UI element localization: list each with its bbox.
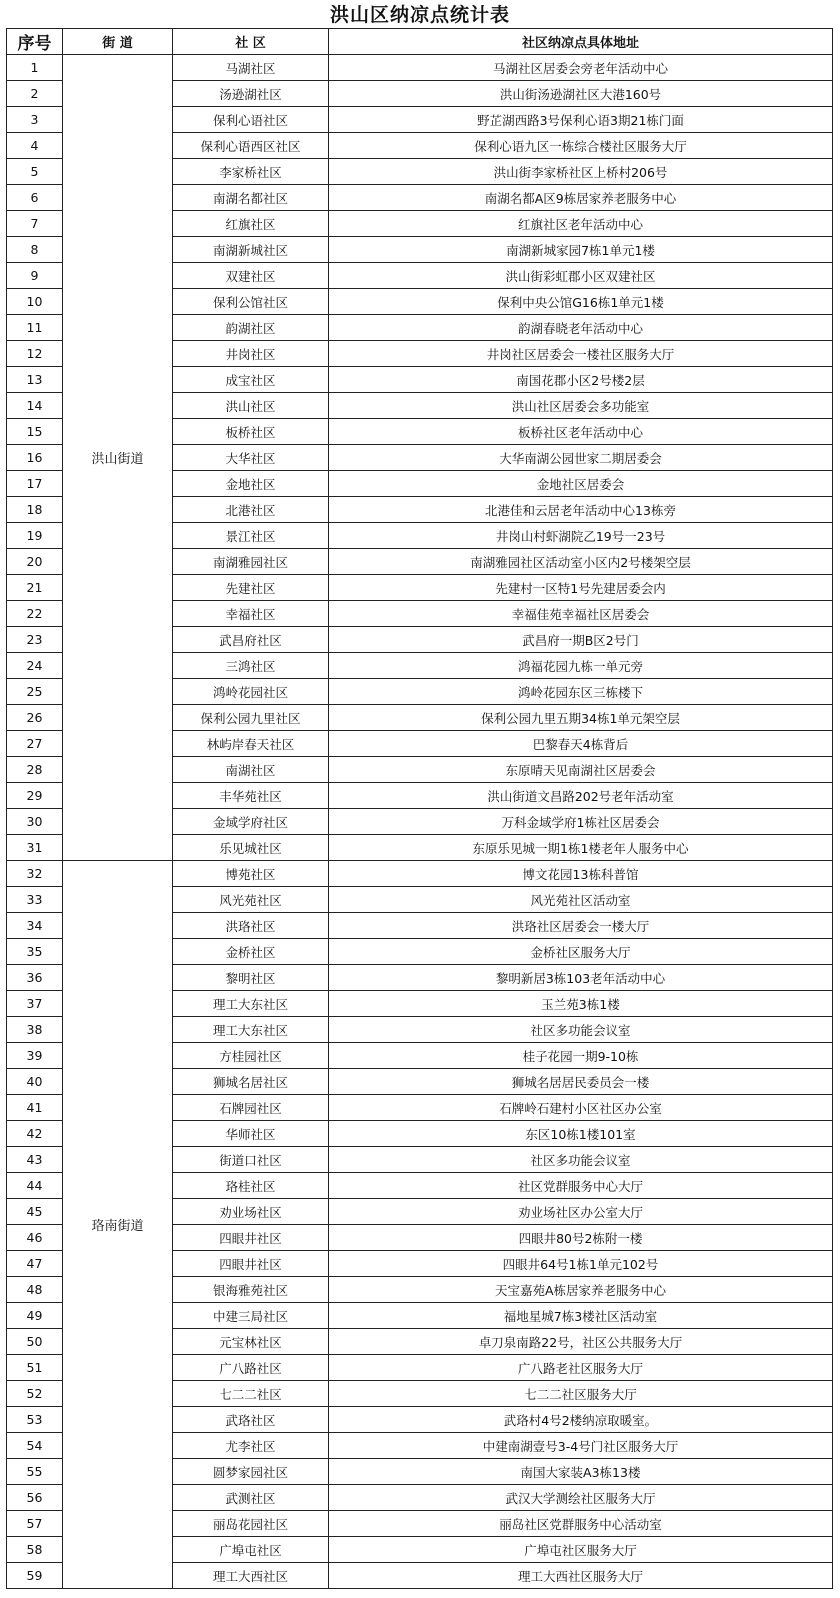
row-address: 金地社区居委会 [329,471,833,497]
row-address: 东原乐见城一期1栋1楼老年人服务中心 [329,835,833,861]
row-community: 珞桂社区 [173,1173,329,1199]
row-seq: 49 [7,1303,63,1329]
row-address: 南湖新城家园7栋1单元1楼 [329,237,833,263]
row-seq: 28 [7,757,63,783]
table-body [7,55,833,1589]
row-community: 尤李社区 [173,1433,329,1459]
row-seq: 57 [7,1511,63,1537]
row-community: 北港社区 [173,497,329,523]
row-seq: 17 [7,471,63,497]
row-address: 中建南湖壹号3-4号门社区服务大厅 [329,1433,833,1459]
row-seq: 36 [7,965,63,991]
row-seq: 8 [7,237,63,263]
row-community: 博苑社区 [173,861,329,887]
row-seq: 48 [7,1277,63,1303]
row-address: 卓刀泉南路22号，社区公共服务大厅 [329,1329,833,1355]
row-seq: 38 [7,1017,63,1043]
row-seq: 18 [7,497,63,523]
row-seq: 22 [7,601,63,627]
row-seq: 1 [7,55,63,81]
row-community: 汤逊湖社区 [173,81,329,107]
row-seq: 41 [7,1095,63,1121]
row-seq: 7 [7,211,63,237]
row-address: 武珞村4号2楼纳凉取暖室。 [329,1407,833,1433]
row-address: 鸿岭花园东区三栋楼下 [329,679,833,705]
row-community: 南湖新城社区 [173,237,329,263]
row-address: 天宝嘉苑A栋居家养老服务中心 [329,1277,833,1303]
row-community: 保利心语社区 [173,107,329,133]
row-seq: 35 [7,939,63,965]
row-seq: 12 [7,341,63,367]
row-community: 风光苑社区 [173,887,329,913]
table-row [7,861,833,887]
row-community: 乐见城社区 [173,835,329,861]
row-address: 南湖名都A区9栋居家养老服务中心 [329,185,833,211]
row-community: 南湖雅园社区 [173,549,329,575]
row-address: 幸福佳苑幸福社区居委会 [329,601,833,627]
row-community: 圆梦家园社区 [173,1459,329,1485]
row-seq: 30 [7,809,63,835]
row-address: 石牌岭石建村小区社区办公室 [329,1095,833,1121]
row-address: 福地星城7栋3楼社区活动室 [329,1303,833,1329]
row-community: 鸿岭花园社区 [173,679,329,705]
row-community: 街道口社区 [173,1147,329,1173]
row-community: 石牌园社区 [173,1095,329,1121]
row-seq: 20 [7,549,63,575]
row-address: 金桥社区服务大厅 [329,939,833,965]
row-seq: 24 [7,653,63,679]
row-community: 理工大东社区 [173,1017,329,1043]
row-seq: 33 [7,887,63,913]
cooling-points-table [6,28,833,1589]
row-seq: 29 [7,783,63,809]
row-seq: 50 [7,1329,63,1355]
row-community: 广八路社区 [173,1355,329,1381]
row-address: 风光苑社区活动室 [329,887,833,913]
row-community: 金地社区 [173,471,329,497]
row-community: 大华社区 [173,445,329,471]
row-address: 大华南湖公园世家二期居委会 [329,445,833,471]
row-address: 武昌府一期B区2号门 [329,627,833,653]
row-seq: 16 [7,445,63,471]
row-address: 广八路老社区服务大厅 [329,1355,833,1381]
row-address: 武汉大学测绘社区服务大厅 [329,1485,833,1511]
row-seq: 4 [7,133,63,159]
row-seq: 21 [7,575,63,601]
row-address: 洪山街彩虹郡小区双建社区 [329,263,833,289]
row-address: 保利中央公馆G16栋1单元1楼 [329,289,833,315]
row-address: 野芷湖西路3号保利心语3期21栋门面 [329,107,833,133]
row-community: 武珞社区 [173,1407,329,1433]
row-community: 韵湖社区 [173,315,329,341]
row-community: 南湖名都社区 [173,185,329,211]
row-community: 丰华苑社区 [173,783,329,809]
row-community: 保利公园九里社区 [173,705,329,731]
row-address: 狮城名居居民委员会一楼 [329,1069,833,1095]
row-address: 红旗社区老年活动中心 [329,211,833,237]
row-address: 丽岛社区党群服务中心活动室 [329,1511,833,1537]
row-address: 洪珞社区居委会一楼大厅 [329,913,833,939]
row-community: 中建三局社区 [173,1303,329,1329]
row-address: 巴黎春天4栋背后 [329,731,833,757]
row-seq: 53 [7,1407,63,1433]
row-community: 洪珞社区 [173,913,329,939]
row-community: 红旗社区 [173,211,329,237]
row-address: 东区10栋1楼101室 [329,1121,833,1147]
row-seq: 11 [7,315,63,341]
row-community: 保利心语西区社区 [173,133,329,159]
row-seq: 46 [7,1225,63,1251]
row-seq: 15 [7,419,63,445]
row-address: 井岗山村虾湖院乙19号一23号 [329,523,833,549]
header-seq: 序号 [7,29,63,55]
row-seq: 58 [7,1537,63,1563]
row-seq: 40 [7,1069,63,1095]
row-address: 南国大家装A3栋13楼 [329,1459,833,1485]
row-seq: 44 [7,1173,63,1199]
row-address: 洪山街汤逊湖社区大港160号 [329,81,833,107]
row-address: 保利心语九区一栋综合楼社区服务大厅 [329,133,833,159]
header-address: 社区纳凉点具体地址 [329,29,833,55]
row-community: 板桥社区 [173,419,329,445]
row-address: 玉兰苑3栋1楼 [329,991,833,1017]
row-community: 保利公馆社区 [173,289,329,315]
row-community: 先建社区 [173,575,329,601]
row-community: 广埠屯社区 [173,1537,329,1563]
row-seq: 26 [7,705,63,731]
row-community: 理工大西社区 [173,1563,329,1589]
row-seq: 51 [7,1355,63,1381]
row-address: 洪山街李家桥社区上桥村206号 [329,159,833,185]
row-community: 七二二社区 [173,1381,329,1407]
row-seq: 6 [7,185,63,211]
row-seq: 59 [7,1563,63,1589]
row-seq: 25 [7,679,63,705]
row-seq: 42 [7,1121,63,1147]
row-address: 南湖雅园社区活动室小区内2号楼架空层 [329,549,833,575]
row-community: 四眼井社区 [173,1225,329,1251]
row-community: 华师社区 [173,1121,329,1147]
row-address: 洪山街道文昌路202号老年活动室 [329,783,833,809]
row-seq: 23 [7,627,63,653]
row-seq: 5 [7,159,63,185]
row-seq: 37 [7,991,63,1017]
row-community: 三鸿社区 [173,653,329,679]
row-address: 社区多功能会议室 [329,1147,833,1173]
table-header [7,29,833,55]
row-community: 双建社区 [173,263,329,289]
row-seq: 55 [7,1459,63,1485]
row-address: 社区党群服务中心大厅 [329,1173,833,1199]
row-address: 洪山社区居委会多功能室 [329,393,833,419]
row-address: 劝业场社区办公室大厅 [329,1199,833,1225]
row-seq: 43 [7,1147,63,1173]
row-address: 七二二社区服务大厅 [329,1381,833,1407]
row-community: 武昌府社区 [173,627,329,653]
row-address: 万科金域学府1栋社区居委会 [329,809,833,835]
row-address: 北港佳和云居老年活动中心13栋旁 [329,497,833,523]
row-community: 劝业场社区 [173,1199,329,1225]
row-address: 保利公园九里五期34栋1单元架空层 [329,705,833,731]
row-address: 鸿福花园九栋一单元旁 [329,653,833,679]
row-community: 李家桥社区 [173,159,329,185]
row-community: 狮城名居社区 [173,1069,329,1095]
row-seq: 31 [7,835,63,861]
row-seq: 47 [7,1251,63,1277]
row-community: 元宝林社区 [173,1329,329,1355]
row-seq: 56 [7,1485,63,1511]
row-address: 韵湖春晓老年活动中心 [329,315,833,341]
row-community: 金桥社区 [173,939,329,965]
row-community: 丽岛花园社区 [173,1511,329,1537]
table-row [7,55,833,81]
row-address: 南国花郡小区2号楼2层 [329,367,833,393]
row-community: 幸福社区 [173,601,329,627]
row-seq: 2 [7,81,63,107]
row-address: 先建村一区特1号先建居委会内 [329,575,833,601]
row-community: 方桂园社区 [173,1043,329,1069]
row-community: 理工大东社区 [173,991,329,1017]
row-seq: 14 [7,393,63,419]
page-title: 洪山区纳凉点统计表 [329,4,510,26]
row-address: 板桥社区老年活动中心 [329,419,833,445]
row-seq: 34 [7,913,63,939]
row-community: 洪山社区 [173,393,329,419]
row-address: 四眼井64号1栋1单元102号 [329,1251,833,1277]
row-community: 四眼井社区 [173,1251,329,1277]
row-address: 四眼井80号2栋附一楼 [329,1225,833,1251]
row-seq: 39 [7,1043,63,1069]
row-address: 东原晴天见南湖社区居委会 [329,757,833,783]
row-seq: 13 [7,367,63,393]
row-address: 社区多功能会议室 [329,1017,833,1043]
row-community: 武测社区 [173,1485,329,1511]
street-name: 珞南街道 [63,861,173,1589]
header-community: 社 区 [173,29,329,55]
row-seq: 9 [7,263,63,289]
row-seq: 10 [7,289,63,315]
row-community: 马湖社区 [173,55,329,81]
street-name: 洪山街道 [63,55,173,861]
row-community: 银海雅苑社区 [173,1277,329,1303]
row-address: 黎明新居3栋103老年活动中心 [329,965,833,991]
row-community: 井岗社区 [173,341,329,367]
header-row [7,29,833,55]
row-community: 景江社区 [173,523,329,549]
row-address: 马湖社区居委会旁老年活动中心 [329,55,833,81]
row-seq: 45 [7,1199,63,1225]
row-address: 博文花园13栋科普馆 [329,861,833,887]
row-seq: 32 [7,861,63,887]
row-seq: 3 [7,107,63,133]
row-seq: 54 [7,1433,63,1459]
row-community: 林屿岸春天社区 [173,731,329,757]
row-seq: 52 [7,1381,63,1407]
row-seq: 19 [7,523,63,549]
row-community: 金域学府社区 [173,809,329,835]
row-community: 成宝社区 [173,367,329,393]
row-address: 理工大西社区服务大厅 [329,1563,833,1589]
row-address: 广埠屯社区服务大厅 [329,1537,833,1563]
row-address: 井岗社区居委会一楼社区服务大厅 [329,341,833,367]
row-community: 黎明社区 [173,965,329,991]
row-address: 桂子花园一期9-10栋 [329,1043,833,1069]
header-street: 街 道 [63,29,173,55]
row-community: 南湖社区 [173,757,329,783]
row-seq: 27 [7,731,63,757]
